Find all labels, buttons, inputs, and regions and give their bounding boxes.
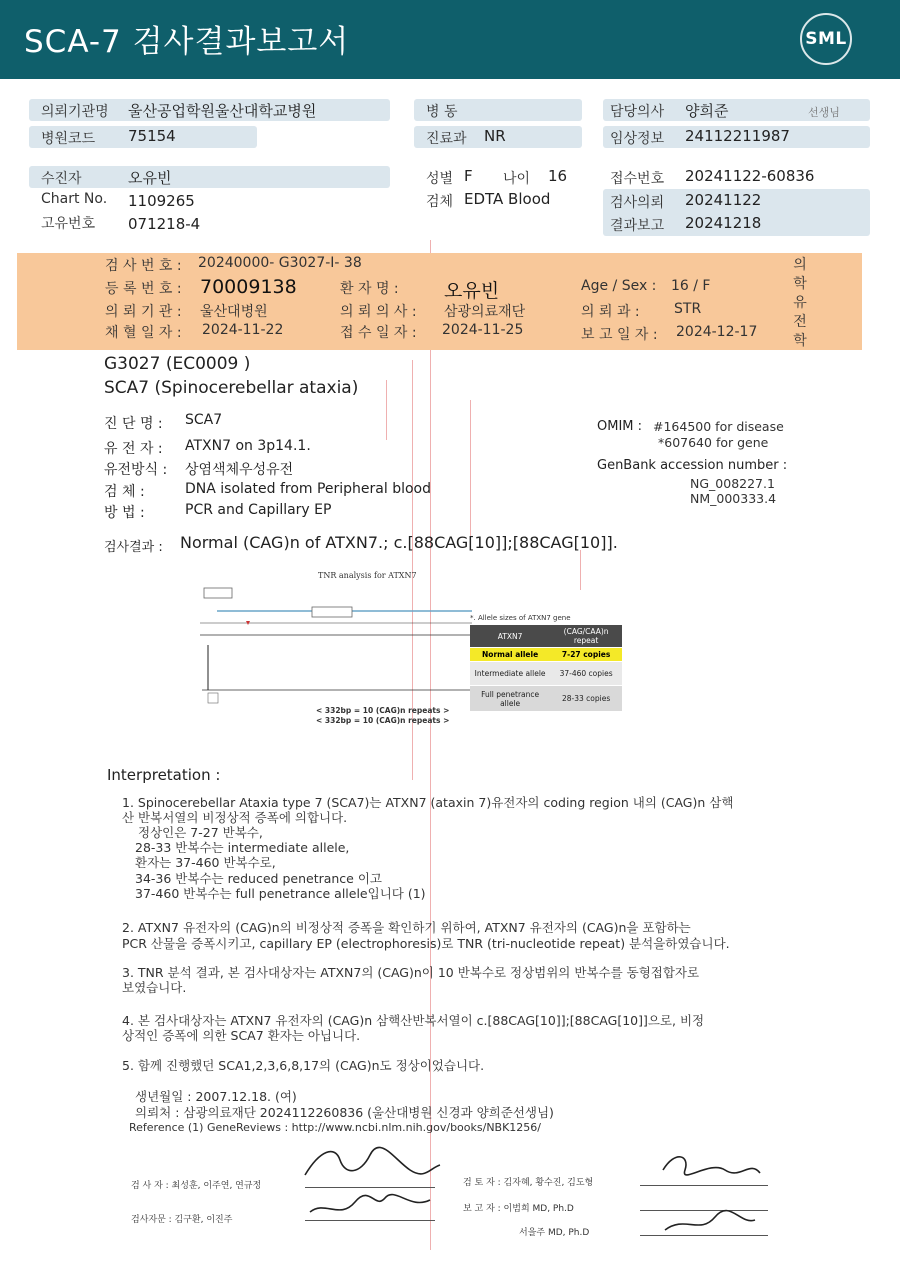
sex-label: 성별 xyxy=(426,171,454,187)
result-label: 검사결과 : xyxy=(104,540,163,555)
reference-line: Reference (1) GeneReviews : http://www.ncbi.nlm.nih.gov/books/NBK1256/ xyxy=(129,1121,542,1134)
chart-label: Chart No. xyxy=(41,191,108,207)
interp-p5: 5. 함께 진행했던 SCA1,2,3,6,8,17의 (CAG)n도 정상이었습니다. xyxy=(122,1058,485,1073)
report-title: SCA-7 검사결과보고서 xyxy=(24,24,350,60)
department-vertical-label: 의학유전학 xyxy=(793,257,807,349)
agesex-value: 16 / F xyxy=(671,278,711,294)
inherit-label: 유전방식 : xyxy=(104,462,168,478)
reviewer-signature xyxy=(655,1145,775,1245)
reg-no-label: 등 록 번 호 : xyxy=(105,281,182,297)
report-date-band-label: 보 고 일 자 : xyxy=(581,327,658,343)
uid-label: 고유번호 xyxy=(41,216,96,232)
interp-p2-line2: PCR 산물을 증폭시키고, capillary EP (electrophoresis)로 TNR (tri-nucleotide repeat) 분석을하였습니다. xyxy=(122,936,730,951)
logo-text: SML xyxy=(805,29,847,49)
req-doc-label: 의 뢰 의 사 : xyxy=(340,304,417,320)
report-header xyxy=(0,0,900,79)
interp-p3-line1: 3. TNR 분석 결과, 본 검사대상자는 ATXN7의 (CAG)n이 10 반복수로 정상범위의 반복수를 동형접합자로 xyxy=(122,965,700,980)
inst-label: 의 뢰 기 관 : xyxy=(105,304,182,320)
positive-box xyxy=(312,607,352,617)
diag-value: SCA7 xyxy=(185,412,223,428)
sml-logo xyxy=(800,13,852,65)
receipt-label: 접수번호 xyxy=(610,171,665,187)
tester-signature xyxy=(300,1140,450,1240)
tester-label: 검 사 자 : 최성훈, 이주연, 연규정 xyxy=(131,1181,262,1191)
method-value: PCR and Capillary EP xyxy=(185,502,332,518)
receipt-value: 20241122-60836 xyxy=(685,167,815,185)
req-dept-label: 의 뢰 과 : xyxy=(581,304,640,320)
dob-line: 생년월일 : 2007.12.18. (여) xyxy=(135,1089,297,1104)
table-cell: 28-33 copies xyxy=(550,686,622,712)
inherit-value: 상염색체우성유전 xyxy=(185,462,294,478)
table-row xyxy=(470,686,622,712)
figure-title: TNR analysis for ATXN7 xyxy=(318,571,417,580)
interp-p1-line7: 37-460 반복수는 full penetrance allele입니다 (1) xyxy=(135,886,426,901)
table-cell: Full penetrance allele xyxy=(470,686,550,712)
method-label: 방 법 : xyxy=(104,505,145,521)
interp-p1-line2: 산 반복서열의 비정상적 증폭에 의합니다. xyxy=(122,810,348,825)
table-header-row xyxy=(470,625,622,648)
reg-no-value: 70009138 xyxy=(200,276,297,298)
test-no-value: 20240000- G3027-I- 38 xyxy=(198,255,362,271)
omim-gene: *607640 for gene xyxy=(658,435,769,450)
test-name: SCA7 (Spinocerebellar ataxia) xyxy=(104,378,359,398)
result-value: Normal (CAG)n of ATXN7.; c.[88CAG[10]];[88CAG[10]]. xyxy=(180,533,618,552)
clinical-label: 임상정보 xyxy=(610,131,665,147)
interp-p1-line5: 환자는 37-460 반복수로, xyxy=(135,855,276,870)
scan-mark xyxy=(470,400,471,540)
figure-legend-1: < 332bp = 10 (CAG)n repeats > xyxy=(316,706,450,715)
table-header-cell: ATXN7 xyxy=(470,625,550,648)
patient-row xyxy=(29,166,390,188)
patient-value: 오유빈 xyxy=(128,169,172,187)
receive-value: 2024-11-25 xyxy=(442,322,524,338)
interp-p3-line2: 보였습니다. xyxy=(122,980,187,995)
specimen-type-label: 검 체 : xyxy=(104,484,145,500)
requester-line: 의뢰처 : 삼광의료재단 2024112260836 (울산대병원 신경과 양희준선생님) xyxy=(135,1105,554,1120)
institution-value: 울산공업학원울산대학교병원 xyxy=(128,102,317,120)
genbank-nm: NM_000333.4 xyxy=(690,491,777,506)
req-doc-value: 삼광의료재단 xyxy=(444,304,526,320)
agesex-label: Age / Sex : xyxy=(581,278,657,294)
inst-value: 울산대병원 xyxy=(200,304,268,320)
band-patient-label: 환 자 명 : xyxy=(340,281,399,297)
report-date-band-value: 2024-12-17 xyxy=(676,324,758,340)
interp-p1-line3: 정상인은 7-27 반복수, xyxy=(138,825,263,840)
interp-p1-line4: 28-33 반복수는 intermediate allele, xyxy=(135,840,350,855)
sex-value: F xyxy=(464,167,473,185)
reporter2-label: 서을주 MD, Ph.D xyxy=(519,1228,590,1238)
band-patient-value: 오유빈 xyxy=(444,280,500,302)
doctor-suffix: 선생님 xyxy=(808,106,840,119)
doctor-value: 양희준 xyxy=(685,102,729,120)
scan-mark xyxy=(386,380,387,440)
omim-label: OMIM : xyxy=(597,419,643,434)
gene-label: 유 전 자 : xyxy=(104,441,163,457)
table-row xyxy=(470,662,622,686)
report-date-value: 20241218 xyxy=(685,214,762,232)
omim-disease: #164500 for disease xyxy=(653,419,784,434)
chart-value: 1109265 xyxy=(128,192,195,210)
table-row xyxy=(470,648,622,662)
doctor-label: 담당의사 xyxy=(610,104,665,120)
dept-label: 진료과 xyxy=(426,131,467,147)
genbank-ng: NG_008227.1 xyxy=(690,476,775,491)
interp-p1-line6: 34-36 반복수는 reduced penetrance 이고 xyxy=(135,871,382,886)
test-no-label: 검 사 번 호 : xyxy=(105,258,182,274)
hospital-code-label: 병원코드 xyxy=(41,131,96,147)
ward-label: 병 동 xyxy=(426,104,458,120)
figure-legend-2: < 332bp = 10 (CAG)n repeats > xyxy=(316,716,450,725)
clinical-value: 24112211987 xyxy=(685,127,790,145)
allele-table-caption: *. Allele sizes of ATXN7 gene xyxy=(470,614,571,622)
table-cell: 7-27 copies xyxy=(550,648,622,662)
peak-label-box xyxy=(208,693,218,703)
test-code: G3027 (EC0009 ) xyxy=(104,354,251,374)
reviewer-label: 검 토 자 : 김자혜, 황수진, 김도형 xyxy=(463,1178,594,1188)
age-value: 16 xyxy=(548,167,568,185)
collect-value: 2024-11-22 xyxy=(202,322,284,338)
specimen-label: 검체 xyxy=(426,194,454,210)
institution-label: 의뢰기관명 xyxy=(41,104,109,120)
request-date-label: 검사의뢰 xyxy=(610,195,665,211)
receive-label: 접 수 일 자 : xyxy=(340,325,417,341)
request-date-value: 20241122 xyxy=(685,191,762,209)
interp-p1-line1: 1. Spinocerebellar Ataxia type 7 (SCA7)는 ATXN7 (ataxin 7)유전자의 coding region 내의 (CAG)n 삼핵 xyxy=(122,795,734,810)
req-dept-value: STR xyxy=(674,301,702,317)
interp-p4-line2: 상적인 증폭에 의한 SCA7 환자는 아닙니다. xyxy=(122,1028,361,1043)
specimen-type-value: DNA isolated from Peripheral blood xyxy=(185,481,432,497)
table-cell: Intermediate allele xyxy=(470,662,550,686)
genbank-label: GenBank accession number : xyxy=(597,458,788,473)
age-label: 나이 xyxy=(503,171,531,187)
uid-value: 071218-4 xyxy=(128,215,201,233)
interp-p2-line1: 2. ATXN7 유전자의 (CAG)n의 비정상적 증폭을 확인하기 위하여, ATXN7 유전자의 (CAG)n을 포함하는 xyxy=(122,920,691,935)
dept-value: NR xyxy=(484,127,506,145)
scan-mark xyxy=(430,240,431,1250)
specimen-value: EDTA Blood xyxy=(464,190,551,208)
diag-label: 진 단 명 : xyxy=(104,416,163,432)
interp-p4-line1: 4. 본 검사대상자는 ATXN7 유전자의 (CAG)n 삼핵산반복서열이 c.[88CAG[10]];[88CAG[10]]으로, 비정 xyxy=(122,1013,705,1028)
collect-label: 채 혈 일 자 : xyxy=(105,325,182,341)
allele-size-table xyxy=(470,614,622,712)
interpretation-heading: Interpretation : xyxy=(107,766,221,784)
advisor-label: 검사자문 : 김구환, 이진주 xyxy=(131,1215,233,1225)
gene-value: ATXN7 on 3p14.1. xyxy=(185,438,311,454)
hospital-code-value: 75154 xyxy=(128,127,176,145)
reporter-label: 보 고 자 : 이범희 MD, Ph.D xyxy=(463,1204,574,1214)
table-cell: 37-460 copies xyxy=(550,662,622,686)
normal-box xyxy=(204,588,232,598)
patient-label: 수진자 xyxy=(41,171,82,187)
scan-mark xyxy=(580,550,581,590)
table-header-cell: (CAG/CAA)n repeat xyxy=(550,625,622,648)
report-date-label: 결과보고 xyxy=(610,218,665,234)
table-cell: Normal allele xyxy=(470,648,550,662)
